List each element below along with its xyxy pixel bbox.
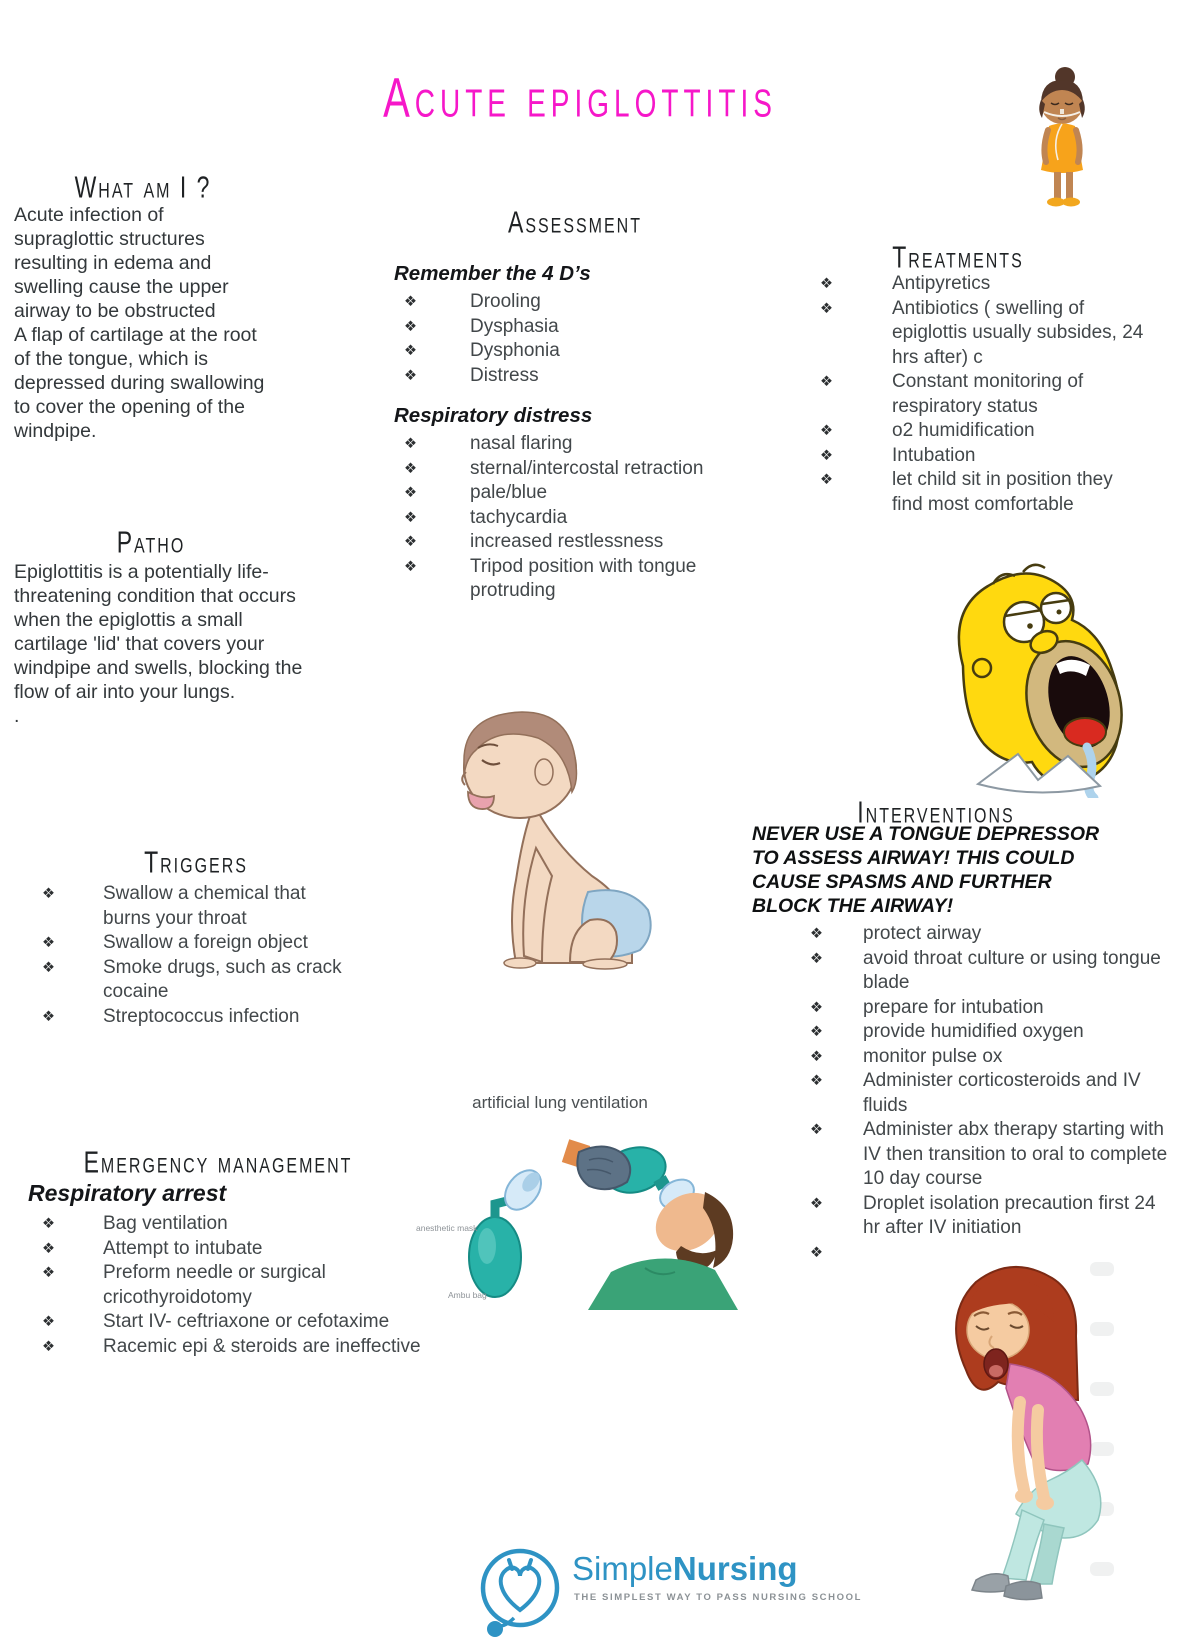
diamond-bullet-icon: ❖ — [42, 1008, 55, 1025]
diamond-bullet-icon: ❖ — [404, 558, 417, 575]
list-item — [404, 481, 738, 506]
list-item — [404, 555, 738, 604]
diamond-bullet-icon: ❖ — [810, 1073, 823, 1089]
what-am-i-paragraph — [14, 203, 266, 443]
diamond-bullet-icon: ❖ — [42, 1338, 55, 1355]
patho-text: Epiglottitis is a potentially life-threatening condition that occurs when the epiglottis a small cartilage 'lid' that covers your windpipe and swells, blocking the flow of air into your lungs. — [14, 561, 303, 703]
diamond-bullet-icon: ❖ — [42, 935, 55, 951]
list-item — [42, 1310, 435, 1335]
diamond-bullet-icon: ❖ — [404, 294, 417, 310]
list-item-text: Preform needle or surgical cricothyroidotomy — [103, 1262, 326, 1308]
list-item-text: Drooling — [470, 291, 541, 312]
list-item-text: Distress — [470, 364, 539, 386]
heading-interventions: Interventions — [857, 795, 1015, 830]
diamond-bullet-icon: ❖ — [404, 460, 417, 477]
list-item-text: Antibiotics ( swelling of epiglottis usually subsides, 24 hrs after) c — [892, 297, 1144, 368]
heading-assessment: Assessment — [507, 205, 643, 240]
list-item — [42, 931, 355, 956]
what-am-i-text-1: Acute infection of supraglottic structures resulting in edema and swelling cause the upper airway to be obstructed — [14, 204, 229, 322]
list-item-text: Attempt to intubate — [103, 1237, 263, 1259]
heading-patho: Patho — [116, 525, 186, 560]
respiratory-arrest-subheading: Respiratory arrest — [28, 1180, 227, 1206]
four-ds-list — [404, 290, 680, 388]
diamond-bullet-icon: ❖ — [404, 534, 417, 550]
homer-drooling-illustration — [938, 548, 1138, 798]
heading-treatments: Treatments — [892, 240, 1024, 275]
four-ds-subheading: Remember the 4 D’s — [394, 262, 591, 285]
list-item — [404, 457, 738, 482]
list-item — [42, 956, 355, 1005]
list-item-text: Tripod position with tongue protruding — [470, 555, 697, 601]
respiratory-distress-subheading: Respiratory distress — [394, 404, 593, 427]
list-item-text: tachycardia — [470, 506, 568, 528]
list-item-text: Administer abx therapy starting with IV then transition to oral to complete 10 day course — [863, 1119, 1168, 1189]
list-item — [404, 506, 738, 531]
tongue-depressor-warning: NEVER USE A TONGUE DEPRESSOR TO ASSESS AIRWAY! THIS COULD CAUSE SPASMS AND FURTHER BLOCK THE AIRWAY! — [752, 823, 1100, 917]
list-item-text: Antipyretics — [892, 273, 991, 294]
list-item — [820, 444, 1144, 469]
diamond-bullet-icon: ❖ — [404, 318, 417, 335]
diamond-bullet-icon: ❖ — [820, 472, 833, 488]
treatments-list — [820, 272, 1144, 517]
diamond-bullet-icon: ❖ — [42, 1240, 55, 1257]
diamond-bullet-icon: ❖ — [810, 999, 823, 1016]
list-item — [820, 297, 1144, 371]
list-item-text: Intubation — [892, 444, 976, 466]
diamond-bullet-icon: ❖ — [42, 1265, 55, 1281]
logo-tagline: THE SIMPLEST WAY TO PASS NURSING SCHOOL — [574, 1592, 862, 1603]
list-item — [810, 1069, 1171, 1118]
diamond-bullet-icon: ❖ — [810, 950, 823, 967]
diamond-bullet-icon: ❖ — [820, 276, 833, 292]
list-item-text: Start IV- ceftriaxone or cefotaxime — [103, 1311, 390, 1332]
list-item-text: monitor pulse ox — [863, 1045, 1003, 1067]
list-item — [810, 1118, 1171, 1192]
diamond-bullet-icon: ❖ — [404, 436, 417, 452]
ambu-bag-ventilation-illustration — [383, 1120, 738, 1310]
emergency-management-list — [42, 1212, 435, 1359]
list-item-text: Streptococcus infection — [103, 1005, 300, 1027]
list-item-text: o2 humidification — [892, 420, 1035, 441]
list-item — [810, 996, 1171, 1021]
list-item-text: Droplet isolation precaution first 24 hr after IV initiation — [863, 1192, 1156, 1238]
list-item-text: Dysphasia — [470, 315, 559, 337]
list-item — [42, 1261, 435, 1310]
woman-tripod-illustration — [932, 1252, 1117, 1607]
what-am-i-text-2: A flap of cartilage at the root of the tongue, which is depressed during swallowing to cover the opening of the windpipe. — [14, 324, 265, 442]
diamond-bullet-icon: ❖ — [810, 926, 823, 942]
list-item — [42, 1005, 355, 1030]
list-item-text: Dysphonia — [470, 340, 560, 361]
list-item-text: Swallow a foreign object — [103, 932, 308, 953]
heading-what-am-i: What am I ? — [74, 170, 212, 205]
logo-nursing: Nursing — [672, 1550, 798, 1587]
heading-emergency-management: Emergency management — [83, 1145, 353, 1180]
list-item — [42, 1335, 435, 1360]
list-item-text: prepare for intubation — [863, 996, 1044, 1018]
list-item-text: avoid throat culture or using tongue blade — [863, 947, 1161, 993]
list-item-text: let child sit in position they find most comfortable — [892, 469, 1113, 515]
list-item — [404, 290, 680, 315]
diamond-bullet-icon: ❖ — [404, 485, 417, 501]
list-item-text: nasal flaring — [470, 433, 573, 454]
diamond-bullet-icon: ❖ — [42, 1216, 55, 1232]
list-item — [820, 272, 1144, 297]
triggers-list — [42, 882, 355, 1029]
list-item — [820, 370, 1144, 419]
list-item-text: Bag ventilation — [103, 1213, 228, 1234]
simplenursing-logo-icon — [468, 1540, 568, 1642]
list-item — [404, 315, 680, 340]
list-item — [42, 1237, 435, 1262]
diamond-bullet-icon: ❖ — [404, 343, 417, 359]
anesthetic-mask-label: anesthetic mask — [416, 1223, 478, 1233]
patho-trailing-period: . — [14, 705, 20, 727]
list-item — [42, 1212, 435, 1237]
diamond-bullet-icon: ❖ — [404, 367, 417, 384]
list-item-text: sternal/intercostal retraction — [470, 457, 704, 479]
ventilation-caption: artificial lung ventilation — [472, 1093, 648, 1112]
list-item-text: Administer corticosteroids and IV fluids — [863, 1070, 1141, 1116]
list-item — [810, 1045, 1171, 1070]
list-item-text: pale/blue — [470, 482, 548, 503]
page-title: Acute epiglottitis — [383, 68, 777, 129]
list-item — [42, 882, 355, 931]
diamond-bullet-icon: ❖ — [820, 423, 833, 439]
diamond-bullet-icon: ❖ — [810, 1024, 823, 1040]
patho-paragraph — [14, 560, 306, 728]
list-item-text: protect airway — [863, 923, 982, 944]
respiratory-distress-list — [404, 432, 738, 604]
list-item — [404, 530, 738, 555]
simplenursing-logo-text — [572, 1550, 798, 1588]
interventions-list — [810, 922, 1171, 1265]
diamond-bullet-icon: ❖ — [820, 300, 833, 317]
list-item-text: Swallow a chemical that burns your throat — [103, 883, 306, 929]
list-item — [810, 922, 1171, 947]
diamond-bullet-icon: ❖ — [404, 509, 417, 526]
list-item-text: increased restlessness — [470, 531, 664, 552]
list-item — [810, 1192, 1171, 1241]
diamond-bullet-icon: ❖ — [42, 886, 55, 902]
list-item — [404, 339, 680, 364]
diamond-bullet-icon: ❖ — [42, 1314, 55, 1330]
heading-triggers: Triggers — [144, 845, 248, 880]
diamond-bullet-icon: ❖ — [810, 1122, 823, 1138]
list-item-text: Constant monitoring of respiratory status — [892, 371, 1084, 417]
list-item-text: Racemic epi & steroids are ineffective — [103, 1335, 421, 1357]
list-item-text: Smoke drugs, such as crack cocaine — [103, 956, 342, 1002]
list-item — [810, 947, 1171, 996]
girl-patient-illustration — [1018, 66, 1103, 216]
list-item — [404, 364, 680, 389]
list-item — [820, 419, 1144, 444]
diamond-bullet-icon: ❖ — [810, 1195, 823, 1212]
diamond-bullet-icon: ❖ — [820, 374, 833, 390]
tripod-position-baby-illustration — [420, 680, 665, 970]
diamond-bullet-icon: ❖ — [810, 1048, 823, 1065]
list-item-text: provide humidified oxygen — [863, 1021, 1084, 1042]
list-item — [820, 468, 1144, 517]
list-item — [404, 432, 738, 457]
logo-simple: Simple — [572, 1550, 673, 1587]
diamond-bullet-icon: ❖ — [820, 447, 833, 464]
diamond-bullet-icon: ❖ — [810, 1244, 823, 1261]
list-item — [810, 1020, 1171, 1045]
diamond-bullet-icon: ❖ — [42, 959, 55, 976]
ambu-bag-label: Ambu bag — [448, 1290, 487, 1300]
